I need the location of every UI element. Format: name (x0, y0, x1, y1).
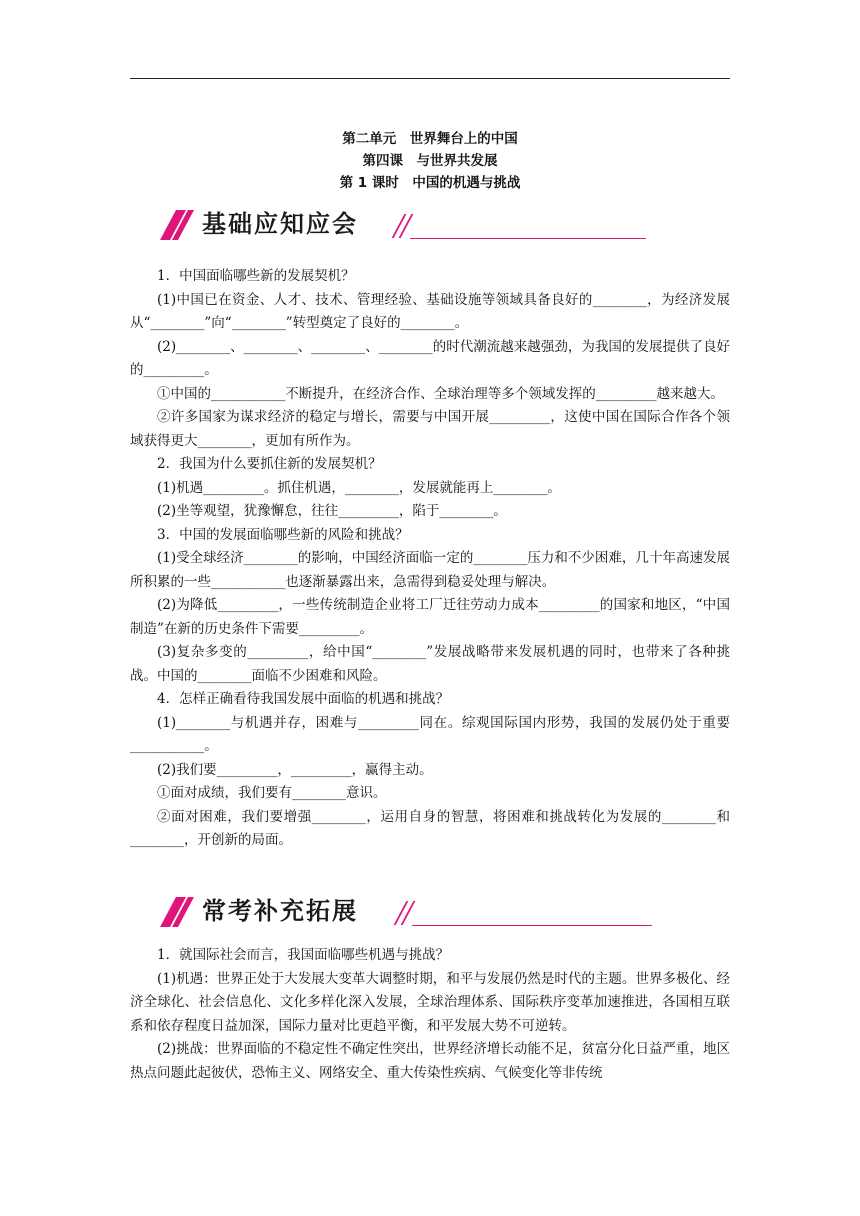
banner-thin-slash (399, 214, 414, 238)
answer-line: (1)中国已在资金、人才、技术、管理经验、基础设施等领域具备良好的________，为经济发展从“________”向“________”转型奠定了良好的________。 (130, 291, 730, 331)
top-rule (130, 78, 730, 79)
answer-line: (1)机遇：世界正处于大发展大变革大调整时期，和平与发展仍然是时代的主题。世界多极化、经济全球化、社会信息化、文化多样化深入发展，全球治理体系、国际秩序变革加速推进，各国相互联系和依存程度日益加深，国际力量对比更趋平衡，和平发展大势不可逆转。 (130, 970, 730, 1034)
banner-thin-slash (401, 901, 416, 925)
answer-line: (2)为降低_________，一些传统制造企业将工厂迁往劳动力成本_________的国家和地区，“中国制造”在新的历史条件下需要_________。 (130, 597, 730, 637)
answer-line: (3)复杂多变的_________，给中国“________”发展战略带来发展机遇的同时，也带来了各种挑战。中国的________面临不少困难和风险。 (130, 644, 730, 684)
answer-line: ②许多国家为谋求经济的稳定与增长，需要与中国开展_________，这使中国在国际合作各个领域获得更大________，更加有所作为。 (130, 409, 730, 449)
banner-underline (410, 238, 646, 239)
lesson-title: 第四课 与世界共发展 (362, 153, 498, 169)
section-title-extended: 常考补充拓展 (202, 897, 358, 925)
answer-line: (2)挑战：世界面临的不稳定性不确定性突出，世界经济增长动能不足，贫富分化日益严重，地区热点问题此起彼伏，恐怖主义、网络安全、重大传染性疾病、气候变化等非传统 (130, 1041, 730, 1081)
title-block (130, 128, 730, 194)
section-banner-extended (160, 893, 660, 929)
section-banner-basic (160, 206, 660, 242)
section-title-basic: 基础应知应会 (202, 210, 358, 238)
question: 1．就国际社会而言，我国面临哪些机遇与挑战？ (157, 947, 450, 963)
answer-line: (2)我们要_________，_________，赢得主动。 (157, 761, 433, 778)
answer-line: ②面对困难，我们要增强________，运用自身的智慧，将困难和挑战转化为发展的________和________，开创新的局面。 (130, 808, 730, 848)
answer-line: (2)坐等观望，犹豫懈怠，往往_________，陷于________。 (157, 503, 507, 519)
section-basic-body (130, 265, 730, 853)
answer-line: (1)________与机遇并存，困难与_________同在。综观国际国内形势，我国的发展仍处于重要___________。 (130, 714, 730, 754)
question: 2．我国为什么要抓住新的发展契机？ (157, 456, 382, 472)
answer-line: (2)________、________、________、________的时代潮流越来越强劲，为我国的发展提供了良好的_________。 (130, 338, 730, 378)
section-extended-body (130, 944, 730, 1085)
answer-line: (1)机遇_________。抓住机遇，________，发展就能再上________。 (157, 479, 561, 496)
unit-title: 第二单元 世界舞台上的中国 (342, 131, 518, 147)
question: 4．怎样正确看待我国发展中面临的机遇和挑战？ (157, 691, 450, 707)
answer-line: ①中国的___________不断提升，在经济合作、全球治理等多个领域发挥的_________越来越大。 (157, 385, 724, 402)
answer-line: (1)受全球经济________的影响，中国经济面临一定的________压力和不少困难，几十年高速发展所积累的一些___________也逐渐暴露出来，急需得到稳妥处理与解决。 (130, 550, 730, 590)
answer-line: ①面对成绩，我们要有________意识。 (157, 785, 387, 801)
question: 1．中国面临哪些新的发展契机？ (157, 268, 355, 284)
banner-underline (412, 925, 652, 926)
period-title: 第 1 课时 中国的机遇与挑战 (339, 175, 521, 191)
question: 3．中国的发展面临哪些新的风险和挑战？ (157, 526, 409, 543)
